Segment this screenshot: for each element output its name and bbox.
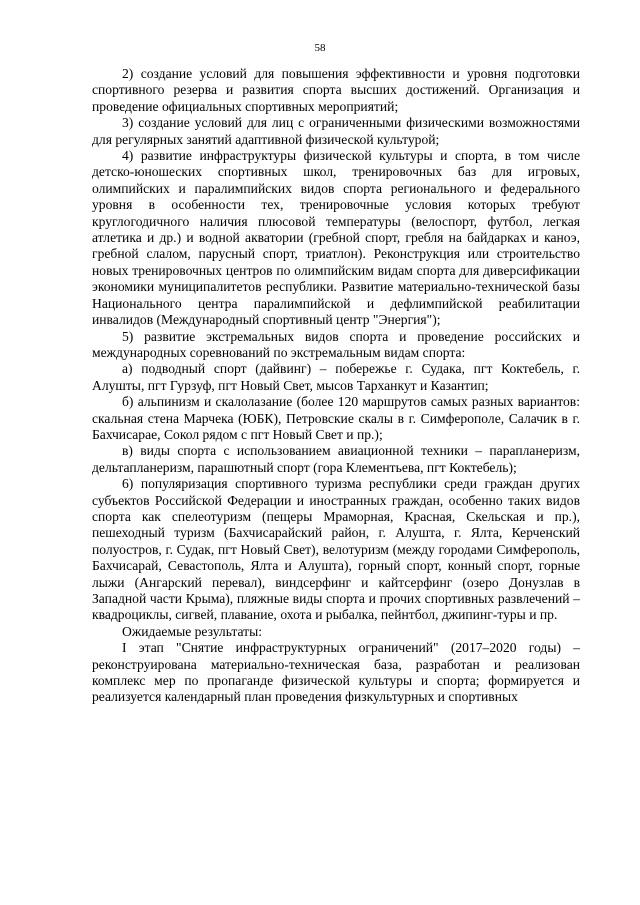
paragraph-subitem-v: в) виды спорта с использованием авиационной техники – парапланеризм, дельтапланеризм, парашютный спорт (гора Клементьева, пгт Коктебель); xyxy=(92,443,580,475)
document-body xyxy=(92,66,580,706)
paragraph-item-6: 6) популяризация спортивного туризма республики среди граждан других субъектов Российской Федерации и иностранных граждан, особенно таких видов спорта как спелеотуризм (пещеры Мраморная, Красная, Скельская и пр.), пешеходный туризм (Бахчисарайский район, г. Алушта, г. Ялта, Керченский полуостров, г. Судак, пгт Новый Свет), велотуризм (между городами Симферополь, Бахчисарай, Севастополь, Ялта и Алушта), горный спорт, конный спорт, горные лыжи (Ангарский перевал), виндсерфинг и кайтсерфинг (озеро Донузлав в Западной части Крыма), пляжные виды спорта и прочих спортивных развлечений – квадроциклы, сигвей, плавание, охота и рыбалка, пейнтбол, джипинг-туры и пр. xyxy=(92,476,580,623)
paragraph-item-2: 2) создание условий для повышения эффективности и уровня подготовки спортивного резерва и развития спорта высших достижений. Организация и проведение официальных спортивных мероприятий; xyxy=(92,66,580,114)
paragraph-item-3: 3) создание условий для лиц с ограниченными физическими возможностями для регулярных занятий адаптивной физической культурой; xyxy=(92,115,580,147)
expected-results-heading: Ожидаемые результаты: xyxy=(122,623,263,639)
paragraph-subitem-b: б) альпинизм и скалолазание (более 120 маршрутов самых разных вариантов: скальная стена Марчека (ЮБК), Петровские скалы в г. Симферополе, Салачик в г. Бахчисарае, Сокол рядом с пгт Новый Свет и пр.); xyxy=(92,394,580,442)
page-number: 58 xyxy=(314,42,326,54)
paragraph-item-4: 4) развитие инфраструктуры физической культуры и спорта, в том числе детско-юношеских спортивных школ, тренировочных баз для игровых, олимпийских и паралимпийских видов спорта регионального и федерального уровня в особенности тех, тренировочные условия которых требуют круглогодичного наличия плюсовой температуры (велоспорт, футбол, легкая атлетика и др.) и водной акватории (гребной спорт, гребля на байдарках и каноэ, гребной слалом, парусный спорт, триатлон). Реконструкция или строительство новых тренировочных центров по олимпийским видам спорта для диверсификации экономики муниципалитетов республики. Развитие материально-технической базы Национального центра паралимпийской и дефлимпийской реабилитации инвалидов (Международный спортивный центр "Энергия"); xyxy=(92,148,580,328)
stage-one-paragraph: I этап "Снятие инфраструктурных ограничений" (2017–2020 годы) – реконструирована материально-техническая база, разработан и реализован комплекс мер по пропаганде физической культуры и спорта; формируется и реализуется календарный план проведения физкультурных и спортивных xyxy=(92,640,580,705)
paragraph-subitem-a: а) подводный спорт (дайвинг) – побережье г. Судака, пгт Коктебель, г. Алушты, пгт Гурзуф, пгт Новый Свет, мысов Тарханкут и Казантип; xyxy=(92,361,580,393)
paragraph-item-5: 5) развитие экстремальных видов спорта и проведение российских и международных соревнований по экстремальным видам спорта: xyxy=(92,328,580,360)
